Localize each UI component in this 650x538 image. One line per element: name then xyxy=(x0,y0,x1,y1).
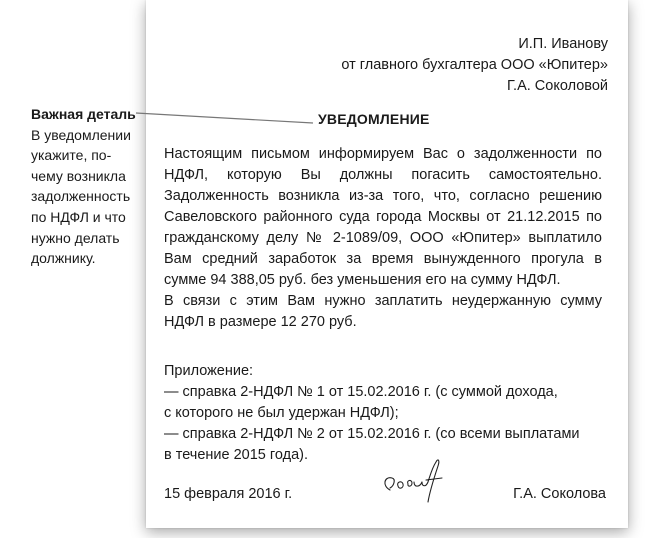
side-note xyxy=(31,104,143,269)
attachment-line: — справка 2-НДФЛ № 1 от 15.02.2016 г. (с суммой дохода, xyxy=(164,384,558,400)
attachment-line: с которого не был удержан НДФЛ); xyxy=(164,405,399,421)
attachments-block xyxy=(164,361,604,466)
attachment-line: в течение 2015 года). xyxy=(164,447,308,463)
sender-name: Г.А. Соколовой xyxy=(506,78,608,94)
body-paragraph: Настоящим письмом информируем Вас о задолженности по НДФЛ, которую Вы должны погасить самостоятельно. Задолженность возникла из-за того, что, согласно решению Савеловского районного суда города Москвы от 21.12.2015 по гражданскому делу № 2-1089/09, ООО «Юпитер» выплатило Вам средний заработок за время вынужденного прогула в сумме 94 388,05 руб. без уменьшения его на сумму НДФЛ. xyxy=(164,146,602,288)
handwritten-signature xyxy=(376,452,466,510)
side-note-line: нужно делать xyxy=(31,229,120,246)
addressee-name: И.П. Иванову xyxy=(518,36,608,52)
letter-body xyxy=(164,144,602,333)
side-note-line: по НДФЛ и что xyxy=(31,208,126,225)
addressee-block xyxy=(341,34,608,97)
signature-date: 15 февраля 2016 г. xyxy=(164,486,293,502)
side-note-title: Важная деталь xyxy=(31,106,136,122)
side-note-line: В уведомлении xyxy=(31,126,131,143)
signer-name: Г.А. Соколова xyxy=(513,486,606,502)
side-note-line: чему возникла xyxy=(31,167,126,184)
body-paragraph: В связи с этим Вам нужно заплатить неудержанную сумму НДФЛ в размере 12 270 руб. xyxy=(164,293,602,330)
document-title: УВЕДОМЛЕНИЕ xyxy=(318,111,430,127)
letter-sheet xyxy=(146,0,628,528)
side-note-line: должнику. xyxy=(31,250,96,267)
side-note-line: укажите, по- xyxy=(31,147,112,164)
side-note-line: задолженность xyxy=(31,188,131,205)
sender-position: от главного бухгалтера ООО «Юпитер» xyxy=(341,57,608,73)
attachments-label: Приложение: xyxy=(164,363,254,379)
attachment-line: — справка 2-НДФЛ № 2 от 15.02.2016 г. (со всеми выплатами xyxy=(164,426,580,442)
